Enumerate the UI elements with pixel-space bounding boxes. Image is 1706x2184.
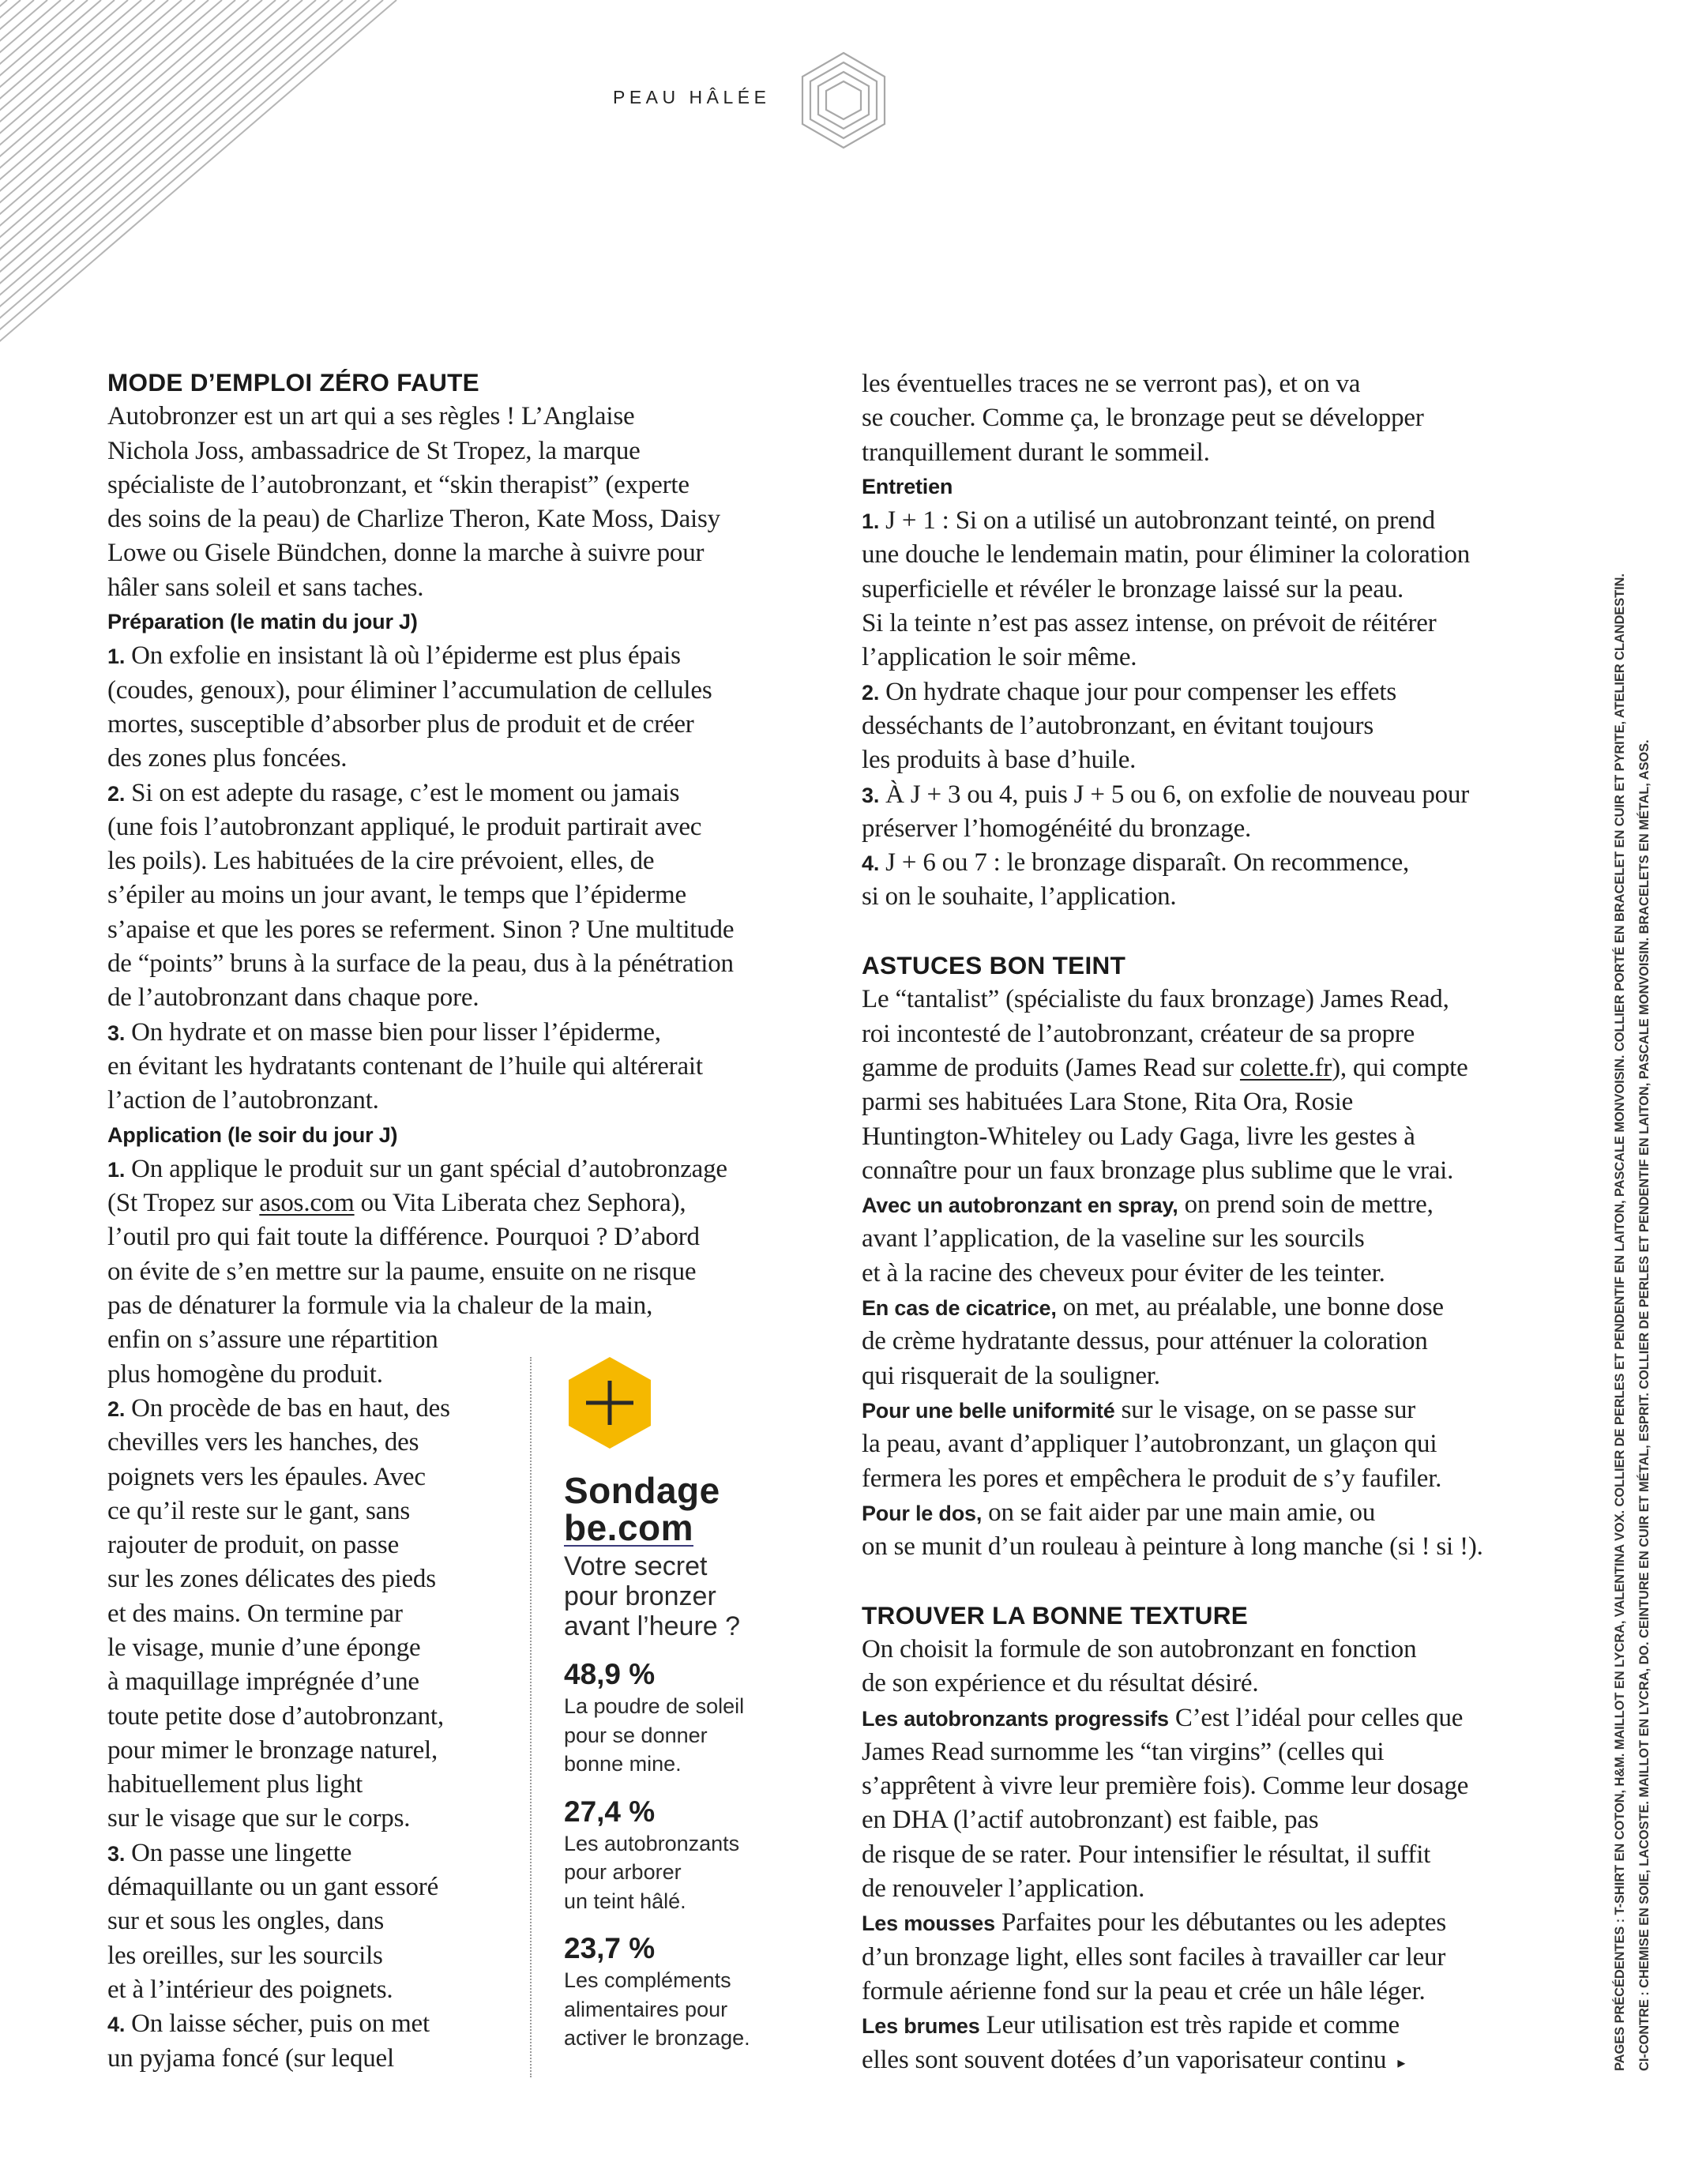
- text-line: de son expérience et du résultat désiré.: [862, 1669, 1259, 1698]
- text-segment: On hydrate et on masse bien pour lisser l’épiderme,: [125, 1017, 661, 1047]
- text-segment: gamme de produits (James Read sur: [862, 1053, 1240, 1082]
- text-line: [862, 2009, 1483, 2043]
- stripe-line: [0, 0, 195, 348]
- text-segment: On laisse sécher, puis on met: [125, 2009, 430, 2039]
- stripe-line: [0, 0, 115, 348]
- survey-title: Sondage: [564, 1470, 720, 1511]
- stripe-line: [0, 0, 343, 348]
- text-line: plus homogène du produit.: [107, 1359, 383, 1389]
- text-segment: C’est l’idéal pour celles que: [1168, 1703, 1464, 1732]
- text-line: [862, 1393, 1483, 1427]
- bold-lead: 3.: [862, 783, 880, 807]
- result-label-line: pour se donner: [564, 1723, 708, 1747]
- text-line: parmi ses habituées Lara Stone, Rita Ora, Rosie: [862, 1088, 1354, 1117]
- section-heading: TROUVER LA BONNE TEXTURE: [862, 1600, 1249, 1630]
- subheading: Entretien: [862, 474, 953, 498]
- section-heading: ASTUCES BON TEINT: [862, 951, 1126, 980]
- text-line: la peau, avant d’appliquer l’autobronzant, un glaçon qui: [862, 1430, 1437, 1459]
- text-line: de renouveler l’application.: [862, 1874, 1145, 1904]
- text-line: On choisit la formule de son autobronzant en fonction: [862, 1634, 1417, 1663]
- bold-lead: Les brumes: [862, 2014, 980, 2039]
- text-line: en DHA (l’actif autobronzant) est faible, pas: [862, 1806, 1319, 1835]
- result-label-line: pour arborer: [564, 1860, 682, 1884]
- bold-lead: Les autobronzants progressifs: [862, 1706, 1169, 1731]
- result-label-line: alimentaires pour: [564, 1997, 728, 2021]
- text-line: connaître pour un faux bronzage plus sublime que le vrai.: [862, 1156, 1454, 1185]
- stripe-line: [0, 0, 74, 348]
- bold-lead: 2.: [862, 680, 880, 705]
- text-line: s’apaise et que les pores se referment. Sinon ? Une multitude: [107, 915, 735, 944]
- text-line: [862, 1291, 1483, 1325]
- text-line: pas de dénaturer la formule via la chaleur de la main,: [107, 1291, 653, 1321]
- text-segment: On exfolie en insistant là où l’épiderme est plus épais: [125, 641, 681, 671]
- text-line: on se munit d’un rouleau à peinture à long manche (si ! si !).: [862, 1532, 1483, 1562]
- question-line: Votre secret: [564, 1551, 708, 1581]
- hexagon-logo-icon: [799, 51, 888, 150]
- survey-site-link[interactable]: be.com: [564, 1507, 694, 1548]
- result-label-line: Les autobronzants: [564, 1831, 740, 1855]
- bold-lead: 1.: [862, 509, 880, 534]
- stripe-line: [0, 0, 21, 348]
- credit-line: PAGES PRÉCÉDENTES : T-SHIRT EN COTON, H&M. MAILLOT EN LYCRA, VALENTINA VOX. COLLIER DE PERLES ET PENDENTIF EN LAITON, PASCALE MONVOISIN. COLLIER PORTÉ EN BRACELET EN CUIR ET PYRITE, ATELIER CLANDESTIN.: [1613, 573, 1627, 2071]
- survey-result: [564, 1657, 750, 1779]
- stripe-line: [0, 0, 34, 348]
- result-label-line: bonne mine.: [564, 1752, 682, 1776]
- text-line: l’action de l’autobronzant.: [107, 1086, 379, 1115]
- text-segment: (St Tropez sur: [107, 1189, 260, 1218]
- text-line: des soins de la peau) de Charlize Theron, Kate Moss, Daisy: [107, 505, 720, 534]
- text-line: démaquillante ou un gant essoré: [107, 1873, 439, 1902]
- text-line: habituellement plus light: [107, 1770, 363, 1799]
- text-line: un pyjama foncé (sur lequel: [107, 2043, 394, 2073]
- text-line: et à l’intérieur des poignets.: [107, 1975, 393, 2004]
- text-line: chevilles vers les hanches, des: [107, 1428, 419, 1457]
- text-segment: on prend soin de mettre,: [1178, 1190, 1434, 1220]
- text-line: tranquillement durant le sommeil.: [862, 438, 1210, 467]
- text-line: sur le visage que sur le corps.: [107, 1804, 411, 1833]
- text-line: spécialiste de l’autobronzant, et “skin therapist” (experte: [107, 470, 690, 499]
- text-line: sur et sous les ongles, dans: [107, 1907, 385, 1936]
- bold-lead: 3.: [107, 1021, 126, 1045]
- text-line: avant l’application, de la vaseline sur les sourcils: [862, 1224, 1365, 1254]
- result-label-line: Les compléments: [564, 1968, 731, 1992]
- text-line: Le “tantalist” (spécialiste du faux bronzage) James Read,: [862, 985, 1449, 1014]
- text-line: de l’autobronzant dans chaque pore.: [107, 983, 479, 1013]
- bold-lead: Avec un autobronzant en spray,: [862, 1193, 1178, 1218]
- text-line: si on le souhaite, l’application.: [862, 882, 1177, 912]
- text-line: et des mains. On termine par: [107, 1599, 403, 1628]
- text-segment: J + 6 ou 7 : le bronzage disparaît. On recommence,: [879, 848, 1410, 878]
- plus-hexagon-icon: [567, 1355, 652, 1450]
- text-segment: sur le visage, on se passe sur: [1114, 1395, 1416, 1424]
- text-segment: on se fait aider par une main amie, ou: [982, 1498, 1376, 1527]
- text-line: [862, 504, 1483, 538]
- bold-lead: 2.: [107, 781, 126, 806]
- text-line: les produits à base d’huile.: [862, 746, 1137, 775]
- text-line: et à la racine des cheveux pour éviter de les teinter.: [862, 1258, 1385, 1287]
- bold-lead: 1.: [107, 645, 126, 669]
- bold-lead: 4.: [862, 851, 880, 876]
- section-heading: MODE D’EMPLOI ZÉRO FAUTE: [107, 368, 479, 397]
- credit-line: CI-CONTRE : CHEMISE EN SOIE, LACOSTE. MAILLOT EN LYCRA, DO. CEINTURE EN CUIR ET MÉTAL, ESPRIT. COLLIER DE PERLES ET PENDENTIF EN LAITON, PASCALE MONVOISIN. BRACELETS EN MÉTAL, ASOS.: [1637, 739, 1652, 2071]
- photo-credits: [1608, 278, 1657, 2071]
- text-line: l’outil pro qui fait toute la différence. Pourquoi ? D’abord: [107, 1223, 700, 1252]
- question-line: pour bronzer: [564, 1581, 716, 1611]
- text-segment: On applique le produit sur un gant spécial d’autobronzage: [125, 1154, 727, 1183]
- stripe-line: [0, 0, 370, 348]
- text-line: (coudes, genoux), pour éliminer l’accumulation de cellules: [107, 675, 712, 705]
- text-line: d’un bronzage light, elles sont faciles à travailler car leur: [862, 1942, 1446, 1972]
- subheading: Préparation (le matin du jour J): [107, 610, 418, 634]
- bold-lead: En cas de cicatrice,: [862, 1296, 1057, 1321]
- text-line: Huntington-Whiteley ou Lady Gaga, livre les gestes à: [862, 1122, 1415, 1151]
- text-line: (une fois l’autobronzant appliqué, le produit partirait avec: [107, 812, 702, 841]
- text-line: le visage, munie d’une éponge: [107, 1633, 421, 1662]
- subheading: Application (le soir du jour J): [107, 1122, 398, 1147]
- text-line: [107, 1016, 734, 1050]
- result-percent: 48,9 %: [564, 1658, 656, 1690]
- text-line: Lowe ou Gisele Bündchen, donne la marche à suivre pour: [107, 539, 705, 568]
- stripe-line: [0, 0, 61, 348]
- text-line: on évite de s’en mettre sur la paume, ensuite on ne risque: [107, 1257, 697, 1286]
- bold-lead: Pour une belle uniformité: [862, 1398, 1115, 1423]
- text-segment: À J + 3 ou 4, puis J + 5 ou 6, on exfolie de nouveau pour: [879, 780, 1470, 809]
- inline-link[interactable]: colette.fr: [1239, 1053, 1332, 1082]
- text-line: qui risquerait de la souligner.: [862, 1361, 1160, 1390]
- text-line: s’épiler au moins un jour avant, le temps que l’épiderme: [107, 881, 686, 910]
- text-line: [862, 846, 1483, 880]
- text-line: de risque de se rater. Pour intensifier le résultat, il suffit: [862, 1840, 1431, 1869]
- text-line: fermera les pores et empêchera le produit de s’y faufiler.: [862, 1464, 1442, 1493]
- text-line: [107, 1186, 734, 1220]
- text-line: mortes, susceptible d’absorber plus de produit et de créer: [107, 709, 694, 739]
- bold-lead: Les mousses: [862, 1911, 995, 1936]
- text-line: l’application le soir même.: [862, 643, 1137, 672]
- bold-lead: 4.: [107, 2013, 126, 2037]
- survey-sidebar: [564, 1355, 750, 2053]
- text-line: se coucher. Comme ça, le bronzage peut se développer: [862, 404, 1424, 433]
- text-segment: Leur utilisation est très rapide et comme: [979, 2011, 1400, 2040]
- text-line: préserver l’homogénéité du bronzage.: [862, 814, 1252, 843]
- text-line: formule aérienne fond sur la peau et crée un hâle léger.: [862, 1976, 1426, 2005]
- text-segment: On hydrate chaque jour pour compenser les effets: [879, 677, 1396, 706]
- stripe-line: [0, 0, 209, 348]
- text-line: [862, 1701, 1483, 1735]
- text-line: desséchants de l’autobronzant, en évitant toujours: [862, 711, 1373, 740]
- text-segment: J + 1 : Si on a utilisé un autobronzant teinté, on prend: [879, 506, 1435, 536]
- text-line: poignets vers les épaules. Avec: [107, 1462, 426, 1491]
- text-segment: on met, au préalable, une bonne dose: [1056, 1293, 1444, 1322]
- text-line: Nichola Joss, ambassadrice de St Tropez, la marque: [107, 436, 641, 465]
- stripe-line: [0, 0, 249, 348]
- decorative-stripes: [0, 0, 411, 348]
- text-line: s’apprêtent à vivre leur première fois). Comme leur dosage: [862, 1772, 1469, 1801]
- inline-link[interactable]: asos.com: [259, 1189, 355, 1218]
- text-segment: elles sont souvent dotées d’un vaporisateur continu: [862, 2045, 1387, 2074]
- text-line: [862, 1188, 1483, 1222]
- text-line: les éventuelles traces ne se verront pas), et on va: [862, 370, 1361, 398]
- text-line: [862, 778, 1483, 812]
- text-line: [862, 1051, 1483, 1085]
- text-segment: Si on est adepte du rasage, c’est le moment ou jamais: [125, 778, 680, 807]
- text-line: pour mimer le bronzage naturel,: [107, 1735, 438, 1765]
- stripe-line: [0, 0, 289, 348]
- text-line: James Read surnomme les “tan virgins” (celles qui: [862, 1737, 1385, 1766]
- result-percent: 27,4 %: [564, 1795, 656, 1828]
- result-percent: 23,7 %: [564, 1932, 656, 1964]
- text-line: [862, 675, 1483, 709]
- stripe-line: [0, 0, 302, 348]
- text-segment: ), qui compte: [1332, 1053, 1468, 1082]
- text-line: de “points” bruns à la surface de la peau, dus à la pénétration: [107, 949, 734, 979]
- stripe-line: [0, 0, 155, 348]
- stripe-line: [0, 0, 235, 348]
- text-line: des zones plus foncées.: [107, 744, 348, 773]
- question-line: avant l’heure ?: [564, 1611, 741, 1641]
- text-line: [107, 776, 734, 810]
- dotted-divider: [530, 1357, 532, 2077]
- bold-lead: 1.: [107, 1157, 126, 1182]
- text-line: à maquillage imprégnée d’une: [107, 1667, 419, 1697]
- text-line: Autobronzer est un art qui a ses règles ! L’Anglaise: [107, 402, 635, 431]
- text-line: les poils). Les habituées de la cire prévoient, elles, de: [107, 847, 655, 876]
- text-line: hâler sans soleil et sans taches.: [107, 573, 424, 602]
- text-line: les oreilles, sur les sourcils: [107, 1941, 383, 1970]
- text-line: enfin on s’assure une répartition: [107, 1325, 438, 1355]
- text-segment: ou Vita Liberata chez Sephora),: [354, 1189, 686, 1218]
- stripe-line: [0, 0, 329, 348]
- result-label-line: un teint hâlé.: [564, 1889, 686, 1913]
- bold-lead: 3.: [107, 1841, 126, 1866]
- text-line: [862, 1496, 1483, 1530]
- text-segment: Parfaites pour les débutantes ou les adeptes: [994, 1908, 1446, 1938]
- continue-arrow-icon: ▸: [1397, 2052, 1406, 2072]
- article-column-right: [862, 367, 1483, 2077]
- bold-lead: 2.: [107, 1396, 126, 1421]
- text-line: superficielle et révéler le bronzage laissé sur la peau.: [862, 574, 1404, 603]
- stripe-line: [0, 0, 383, 348]
- text-line: toute petite dose d’autobronzant,: [107, 1701, 444, 1731]
- result-label-line: La poudre de soleil: [564, 1694, 745, 1718]
- bold-lead: Pour le dos,: [862, 1501, 983, 1525]
- text-line: une douche le lendemain matin, pour éliminer la coloration: [862, 540, 1471, 569]
- text-line: [862, 1906, 1483, 1940]
- text-line: [107, 1152, 734, 1186]
- text-segment: On passe une lingette: [125, 1838, 352, 1867]
- text-line: sur les zones délicates des pieds: [107, 1565, 436, 1594]
- survey-result: [564, 1931, 750, 2053]
- text-line: ce qu’il reste sur le gant, sans: [107, 1496, 411, 1525]
- text-line: roi incontesté de l’autobronzant, créateur de sa propre: [862, 1019, 1415, 1048]
- result-label-line: activer le bronzage.: [564, 2026, 750, 2050]
- survey-result: [564, 1795, 750, 1916]
- text-line: en évitant les hydratants contenant de l’huile qui altérerait: [107, 1051, 703, 1081]
- text-line: [862, 2043, 1483, 2077]
- text-line: Si la teinte n’est pas assez intense, on prévoit de réitérer: [862, 609, 1437, 638]
- section-label: PEAU HÂLÉE: [613, 87, 771, 107]
- text-line: [107, 639, 734, 673]
- text-segment: On procède de bas en haut, des: [125, 1393, 450, 1423]
- text-line: de crème hydratante dessus, pour atténuer la coloration: [862, 1327, 1428, 1356]
- survey-question: [564, 1551, 750, 1641]
- text-line: rajouter de produit, on passe: [107, 1531, 400, 1560]
